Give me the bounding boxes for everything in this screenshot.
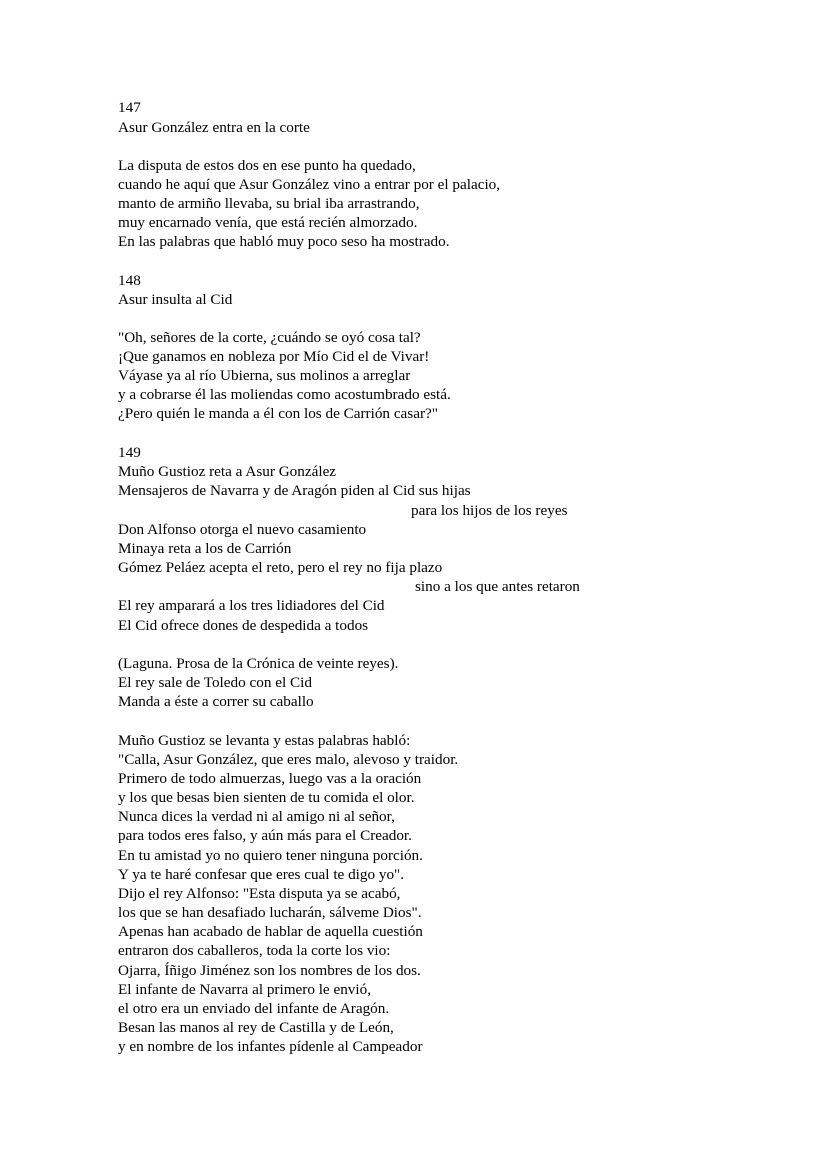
section-heading: El Cid ofrece dones de despedida a todos	[118, 617, 369, 634]
verse-line: Besan las manos al rey de Castilla y de León,	[118, 1019, 394, 1036]
verse-line: Váyase ya al río Ubierna, sus molinos a arreglar	[118, 367, 411, 384]
section-heading-continuation: para los hijos de los reyes	[411, 502, 568, 519]
gap-note: Manda a éste a correr su caballo	[118, 693, 314, 710]
section-heading: Gómez Peláez acepta el reto, pero el rey no fija plazo	[118, 559, 443, 576]
verse-line: Apenas han acabado de hablar de aquella cuestión	[118, 923, 423, 940]
verse-line: La disputa de estos dos en ese punto ha quedado,	[118, 157, 416, 174]
verse-line: Ojarra, Íñigo Jiménez son los nombres de los dos.	[118, 962, 421, 979]
verse-line: En las palabras que habló muy poco seso ha mostrado.	[118, 233, 450, 250]
verse-line: manto de armiño llevaba, su brial iba arrastrando,	[118, 195, 420, 212]
verse-line: el otro era un enviado del infante de Aragón.	[118, 1000, 390, 1017]
verse-line: Y ya te haré confesar que eres cual te digo yo".	[118, 866, 405, 883]
section-title: Asur insulta al Cid	[118, 291, 233, 308]
verse-line: y los que besas bien sienten de tu comida el olor.	[118, 789, 415, 806]
verse-line: ¿Pero quién le manda a él con los de Carrión casar?"	[118, 405, 438, 422]
verse-line: los que se han desafiado lucharán, sálveme Dios".	[118, 904, 422, 921]
section-title: Asur González entra en la corte	[118, 119, 310, 136]
section-heading: Muño Gustioz reta a Asur González	[118, 463, 337, 480]
verse-line: y en nombre de los infantes pídenle al Campeador	[118, 1038, 423, 1055]
section-number: 147	[118, 99, 141, 116]
verse-line: Primero de todo almuerzas, luego vas a la oración	[118, 770, 422, 787]
verse-line: En tu amistad yo no quiero tener ninguna porción.	[118, 847, 423, 864]
verse-line: Dijo el rey Alfonso: "Esta disputa ya se acabó,	[118, 885, 401, 902]
verse-line: entraron dos caballeros, toda la corte los vio:	[118, 942, 391, 959]
gap-note: El rey sale de Toledo con el Cid	[118, 674, 312, 691]
verse-line: muy encarnado venía, que está recién almorzado.	[118, 214, 418, 231]
verse-line: "Calla, Asur González, que eres malo, alevoso y traidor.	[118, 751, 459, 768]
verse-line: ¡Que ganamos en nobleza por Mío Cid el de Vivar!	[118, 348, 430, 365]
section-heading: El rey amparará a los tres lidiadores del Cid	[118, 597, 385, 614]
verse-line: cuando he aquí que Asur González vino a entrar por el palacio,	[118, 176, 501, 193]
section-heading: Don Alfonso otorga el nuevo casamiento	[118, 521, 367, 538]
verse-line: para todos eres falso, y aún más para el Creador.	[118, 827, 412, 844]
section-heading-continuation: sino a los que antes retaron	[415, 578, 580, 595]
verse-line: Nunca dices la verdad ni al amigo ni al señor,	[118, 808, 395, 825]
section-heading: Mensajeros de Navarra y de Aragón piden al Cid sus hijas	[118, 482, 471, 499]
verse-line: y a cobrarse él las moliendas como acostumbrado está.	[118, 386, 451, 403]
verse-line: "Oh, señores de la corte, ¿cuándo se oyó cosa tal?	[118, 329, 421, 346]
section-number: 148	[118, 272, 141, 289]
section-heading: Minaya reta a los de Carrión	[118, 540, 292, 557]
verse-line: Muño Gustioz se levanta y estas palabras habló:	[118, 732, 411, 749]
verse-line: El infante de Navarra al primero le envió,	[118, 981, 372, 998]
gap-note: (Laguna. Prosa de la Crónica de veinte reyes).	[118, 655, 399, 672]
section-number: 149	[118, 444, 141, 461]
